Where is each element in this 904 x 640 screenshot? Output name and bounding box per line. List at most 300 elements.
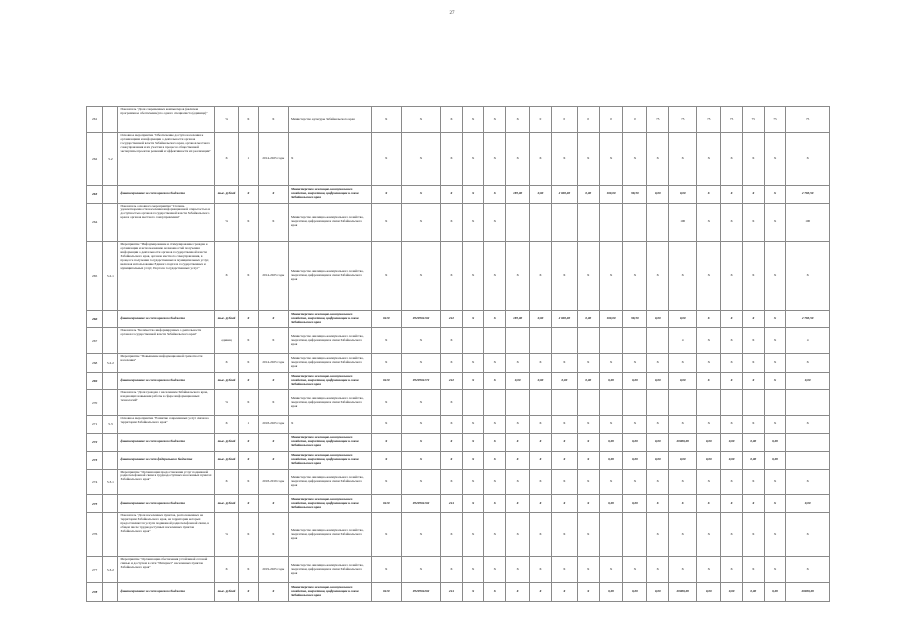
unit-of-measure: %: [215, 107, 239, 133]
executor-cell: Министерство жилищно-коммунального хозяйства, энергетики, цифровизации и связи Забайкальского края: [289, 557, 372, 583]
value-cell: X: [530, 416, 552, 433]
value-cell: X: [721, 512, 743, 557]
value-cell: X: [764, 373, 786, 390]
value-cell: X: [577, 416, 599, 433]
measure-code: [103, 186, 118, 203]
measure-name: Мероприятие "Повышение информационной грамотности населения": [118, 354, 215, 373]
value-cell: X: [441, 452, 463, 469]
value-cell: X: [371, 186, 401, 203]
value-cell: X: [697, 186, 721, 203]
value-cell: [506, 328, 530, 354]
value-cell: [530, 328, 552, 354]
criterion-cell: X: [239, 311, 259, 328]
value-cell: 242: [441, 311, 463, 328]
value-cell: X: [669, 416, 697, 433]
value-cell: X: [506, 433, 530, 452]
value-cell: X: [647, 354, 669, 373]
value-cell: X: [669, 469, 697, 495]
executor-cell: Министерство жилищно-коммунального хозяйства, энергетики, цифровизации и связи Забайкальского края: [289, 354, 372, 373]
value-cell: 0410: [371, 373, 401, 390]
criterion-cell: X: [239, 186, 259, 203]
value-cell: [647, 328, 669, 354]
executor-cell: Министерство жилищно-коммунального хозяйства, энергетики, цифровизации и связи Забайкальского края: [289, 328, 372, 354]
value-cell: [577, 328, 599, 354]
table-row: [87, 311, 830, 328]
criterion-cell: X: [239, 583, 259, 602]
value-cell: X: [764, 328, 786, 354]
value-cell: 0,00: [669, 452, 697, 469]
value-cell: X: [441, 557, 463, 583]
table-row: [87, 390, 830, 416]
value-cell: [647, 203, 669, 241]
executor-cell: Министерство жилищно-коммунального хозяйства, энергетики, цифровизации и связи Забайкальского края: [289, 311, 372, 328]
value-cell: 4: [786, 328, 830, 354]
value-cell: [623, 512, 647, 557]
value-cell: 20000,00: [669, 433, 697, 452]
table-row: [87, 512, 830, 557]
value-cell: X: [764, 311, 786, 328]
value-cell: 0410: [371, 583, 401, 602]
value-cell: 0,00: [697, 433, 721, 452]
value-cell: X: [742, 416, 764, 433]
value-cell: X: [401, 469, 440, 495]
value-cell: X: [371, 203, 401, 241]
row-number: 278: [87, 583, 103, 602]
value-cell: X: [551, 354, 577, 373]
value-cell: X: [401, 557, 440, 583]
value-cell: 185,00: [506, 186, 530, 203]
value-cell: [623, 390, 647, 416]
value-cell: X: [721, 132, 743, 185]
value-cell: X: [697, 203, 721, 241]
value-cell: X: [599, 241, 623, 310]
measure-code: [103, 373, 118, 390]
value-cell: X: [441, 512, 463, 557]
value-cell: 0,00: [647, 452, 669, 469]
measure-code: [103, 390, 118, 416]
value-cell: X: [697, 354, 721, 373]
value-cell: 75: [669, 107, 697, 133]
value-cell: [462, 390, 484, 416]
period-cell: X: [258, 328, 288, 354]
value-cell: [786, 433, 830, 452]
value-cell: 0410: [371, 311, 401, 328]
value-cell: 0,00: [599, 583, 623, 602]
value-cell: X: [441, 203, 463, 241]
row-number: 266: [87, 311, 103, 328]
value-cell: X: [371, 469, 401, 495]
value-cell: X: [647, 495, 669, 512]
value-cell: X: [401, 328, 440, 354]
table-row: [87, 452, 830, 469]
measure-name: финансирование за счет краевого бюджета: [118, 373, 215, 390]
value-cell: X: [623, 132, 647, 185]
value-cell: X: [647, 557, 669, 583]
value-cell: X: [764, 495, 786, 512]
measure-code: [103, 495, 118, 512]
period-cell: 2014-2025 годы: [258, 354, 288, 373]
value-cell: 0,00: [647, 583, 669, 602]
value-cell: X: [647, 241, 669, 310]
value-cell: X: [742, 557, 764, 583]
measure-code: [103, 203, 118, 241]
value-cell: X: [647, 416, 669, 433]
measure-name: финансирование за счет краевого бюджета: [118, 433, 215, 452]
measure-code: [103, 452, 118, 469]
value-cell: 0410: [371, 495, 401, 512]
value-cell: X: [577, 132, 599, 185]
table-row: [87, 354, 830, 373]
period-cell: X: [258, 495, 288, 512]
value-cell: X: [721, 203, 743, 241]
value-cell: 0,00: [623, 452, 647, 469]
value-cell: X: [742, 203, 764, 241]
period-cell: X: [258, 186, 288, 203]
value-cell: 0,00: [577, 186, 599, 203]
value-cell: [647, 390, 669, 416]
value-cell: X: [577, 241, 599, 310]
unit-of-measure: тыс. рублей: [215, 583, 239, 602]
unit-of-measure: тыс. рублей: [215, 433, 239, 452]
row-number: 275: [87, 495, 103, 512]
value-cell: X: [551, 512, 577, 557]
executor-cell: Министерство жилищно-коммунального хозяйства, энергетики, цифровизации и связи Забайкальского края: [289, 186, 372, 203]
row-number: 274: [87, 469, 103, 495]
period-cell: X: [258, 433, 288, 452]
criterion-cell: X: [239, 469, 259, 495]
value-cell: X: [721, 469, 743, 495]
value-cell: X: [647, 132, 669, 185]
value-cell: 0,00: [530, 373, 552, 390]
value-cell: 0: [530, 107, 552, 133]
criterion-cell: X: [239, 107, 259, 133]
value-cell: X: [599, 132, 623, 185]
row-number: 272: [87, 433, 103, 452]
criterion-cell: X: [239, 452, 259, 469]
executor-cell: Министерство жилищно-коммунального хозяйства, энергетики, цифровизации и связи Забайкальского края: [289, 495, 372, 512]
value-cell: X: [647, 469, 669, 495]
value-cell: X: [697, 328, 721, 354]
value-cell: 0,00: [623, 433, 647, 452]
unit-of-measure: X: [215, 469, 239, 495]
criterion-cell: X: [239, 354, 259, 373]
value-cell: X: [786, 354, 830, 373]
value-cell: X: [484, 583, 506, 602]
value-cell: 0,00: [599, 373, 623, 390]
value-cell: 0,00: [697, 583, 721, 602]
value-cell: X: [462, 241, 484, 310]
row-number: 271: [87, 416, 103, 433]
value-cell: X: [697, 416, 721, 433]
value-cell: X: [401, 241, 440, 310]
value-cell: X: [786, 241, 830, 310]
value-cell: X: [401, 107, 440, 133]
value-cell: X: [371, 328, 401, 354]
unit-of-measure: тыс. рублей: [215, 186, 239, 203]
criterion-cell: X: [239, 203, 259, 241]
unit-of-measure: тыс. рублей: [215, 495, 239, 512]
table-body: [87, 107, 830, 602]
value-cell: X: [577, 495, 599, 512]
value-cell: 0,00: [506, 373, 530, 390]
measure-name: финансирование за счет краевого бюджета: [118, 495, 215, 512]
measure-code: 5.2: [103, 132, 118, 185]
executor-cell: Министерство жилищно-коммунального хозяйства, энергетики, цифровизации и связи Забайкальского края: [289, 433, 372, 452]
table-row: [87, 557, 830, 583]
period-cell: X: [258, 373, 288, 390]
value-cell: X: [577, 354, 599, 373]
measure-name: Мероприятие "Информирование и стимулирование граждан к организации и использованию возможностей получения информации о деятельности органов государственной власти Забайкальского края, органов местного самоуправления, в процессе получения государственных и муниципальных услуг, включая использование Единого портала государственных и муниципальных услуг, Портала государственных услуг": [118, 241, 215, 310]
unit-of-measure: X: [215, 132, 239, 185]
program-measures-table: [86, 106, 830, 602]
executor-cell: Министерство культуры Забайкальского края: [289, 107, 372, 133]
unit-of-measure: %: [215, 203, 239, 241]
table-row: [87, 203, 830, 241]
value-cell: 0,00: [669, 311, 697, 328]
value-cell: X: [484, 186, 506, 203]
value-cell: 100: [786, 203, 830, 241]
value-cell: X: [484, 373, 506, 390]
measure-name: Показатель основного мероприятия "Степень удовлетворенности населения информационной открытостью и доступностью органов государственной власти Забайкальского края и органов местного самоуправления": [118, 203, 215, 241]
measure-name: финансирование за счет краевого бюджета: [118, 583, 215, 602]
value-cell: X: [506, 132, 530, 185]
value-cell: X: [764, 186, 786, 203]
value-cell: [623, 203, 647, 241]
value-cell: 75: [647, 107, 669, 133]
table-row: [87, 495, 830, 512]
executor-cell: Министерство жилищно-коммунального хозяйства, энергетики, цифровизации и связи Забайкальского края: [289, 469, 372, 495]
value-cell: X: [441, 416, 463, 433]
value-cell: X: [484, 311, 506, 328]
value-cell: X: [401, 452, 440, 469]
period-cell: 2014-2025 годы: [258, 132, 288, 185]
measure-name: Основное мероприятие "Обеспечение доступа населения к организациям и информации о деятельности органов государственной власти Забайкальского края, органов местного самоуправления и их участия в процессе общественной экспертизы проектов решений и эффективности их реализации": [118, 132, 215, 185]
value-cell: 0,00: [647, 373, 669, 390]
value-cell: 0,00: [551, 373, 577, 390]
value-cell: 0,00: [599, 433, 623, 452]
row-number: 265: [87, 241, 103, 310]
value-cell: X: [462, 107, 484, 133]
value-cell: X: [669, 241, 697, 310]
value-cell: X: [742, 512, 764, 557]
unit-of-measure: X: [215, 354, 239, 373]
criterion-cell: X: [239, 495, 259, 512]
measure-code: 5.2.2: [103, 354, 118, 373]
value-cell: X: [401, 354, 440, 373]
value-cell: X: [669, 495, 697, 512]
measure-name: финансирование за счет краевого бюджета: [118, 186, 215, 203]
value-cell: [577, 390, 599, 416]
value-cell: 0: [577, 107, 599, 133]
criterion-cell: X: [239, 390, 259, 416]
value-cell: X: [484, 416, 506, 433]
value-cell: X: [462, 416, 484, 433]
value-cell: [551, 328, 577, 354]
value-cell: X: [742, 132, 764, 185]
value-cell: X: [697, 495, 721, 512]
value-cell: X: [669, 557, 697, 583]
value-cell: 0,00: [669, 373, 697, 390]
value-cell: X: [462, 512, 484, 557]
value-cell: X: [764, 203, 786, 241]
value-cell: X: [764, 132, 786, 185]
measure-code: 5.3.2: [103, 557, 118, 583]
value-cell: 0520504102: [401, 311, 440, 328]
period-cell: X: [258, 311, 288, 328]
value-cell: 0520504102: [401, 495, 440, 512]
value-cell: X: [530, 433, 552, 452]
value-cell: X: [530, 512, 552, 557]
value-cell: X: [577, 452, 599, 469]
value-cell: [530, 203, 552, 241]
value-cell: X: [697, 241, 721, 310]
period-cell: 2014-2025 годы: [258, 241, 288, 310]
value-cell: X: [697, 557, 721, 583]
value-cell: X: [742, 241, 764, 310]
value-cell: X: [462, 495, 484, 512]
value-cell: [599, 328, 623, 354]
value-cell: 100,00: [599, 311, 623, 328]
value-cell: X: [506, 557, 530, 583]
value-cell: 0,00: [742, 433, 764, 452]
period-cell: X: [258, 452, 288, 469]
value-cell: 0,00: [669, 186, 697, 203]
value-cell: X: [506, 241, 530, 310]
value-cell: [599, 512, 623, 557]
value-cell: X: [551, 416, 577, 433]
value-cell: X: [764, 354, 786, 373]
row-number: 276: [87, 512, 103, 557]
measure-name: Мероприятие "Организация обеспечения устойчивой сотовой связью и доступом в сети "Интернет" населенных пунктов Забайкальского края": [118, 557, 215, 583]
value-cell: 4: [669, 328, 697, 354]
value-cell: 0,00: [786, 373, 830, 390]
value-cell: [506, 203, 530, 241]
value-cell: X: [764, 512, 786, 557]
value-cell: X: [441, 132, 463, 185]
value-cell: X: [530, 452, 552, 469]
value-cell: X: [371, 433, 401, 452]
value-cell: X: [721, 241, 743, 310]
unit-of-measure: единиц: [215, 328, 239, 354]
value-cell: 0520504202: [401, 583, 440, 602]
table-row: [87, 132, 830, 185]
value-cell: X: [647, 512, 669, 557]
measure-name: финансирование за счет краевого бюджета: [118, 311, 215, 328]
value-cell: X: [786, 512, 830, 557]
unit-of-measure: X: [215, 241, 239, 310]
value-cell: X: [697, 373, 721, 390]
value-cell: X: [669, 132, 697, 185]
value-cell: X: [764, 416, 786, 433]
period-cell: 2018-2025 годы: [258, 416, 288, 433]
value-cell: X: [551, 583, 577, 602]
value-cell: X: [484, 354, 506, 373]
value-cell: X: [371, 557, 401, 583]
executor-cell: Министерство жилищно-коммунального хозяйства, энергетики, цифровизации и связи Забайкальского края: [289, 390, 372, 416]
value-cell: X: [786, 132, 830, 185]
value-cell: [484, 328, 506, 354]
value-cell: X: [484, 433, 506, 452]
row-number: 262: [87, 132, 103, 185]
value-cell: X: [764, 241, 786, 310]
value-cell: [764, 390, 786, 416]
value-cell: 185,00: [506, 311, 530, 328]
table-row: [87, 583, 830, 602]
criterion-cell: 1: [239, 132, 259, 185]
measure-code: [103, 512, 118, 557]
value-cell: 98,50: [623, 186, 647, 203]
value-cell: 0,00: [742, 583, 764, 602]
measure-name: Показатель "Доля граждан с населением Забайкальского края, владеющих навыками работы в сфере информационных технологий": [118, 390, 215, 416]
criterion-cell: X: [239, 241, 259, 310]
value-cell: X: [462, 311, 484, 328]
executor-cell: Министерство жилищно-коммунального хозяйства, энергетики, цифровизации и связи Забайкальского края: [289, 583, 372, 602]
value-cell: 0,00: [721, 433, 743, 452]
executor-cell: X: [289, 132, 372, 185]
value-cell: X: [462, 354, 484, 373]
value-cell: [742, 390, 764, 416]
value-cell: [484, 390, 506, 416]
value-cell: 0: [551, 107, 577, 133]
value-cell: X: [786, 469, 830, 495]
value-cell: X: [401, 512, 440, 557]
value-cell: [551, 390, 577, 416]
criterion-cell: X: [239, 373, 259, 390]
value-cell: X: [742, 495, 764, 512]
value-cell: X: [441, 328, 463, 354]
value-cell: X: [484, 241, 506, 310]
unit-of-measure: тыс. рублей: [215, 311, 239, 328]
unit-of-measure: тыс. рублей: [215, 452, 239, 469]
value-cell: 75: [764, 107, 786, 133]
value-cell: [786, 390, 830, 416]
unit-of-measure: %: [215, 512, 239, 557]
value-cell: X: [371, 107, 401, 133]
value-cell: X: [506, 495, 530, 512]
value-cell: X: [441, 186, 463, 203]
value-cell: X: [530, 354, 552, 373]
value-cell: X: [623, 469, 647, 495]
value-cell: 242: [441, 373, 463, 390]
value-cell: 0,00: [577, 373, 599, 390]
measure-code: [103, 583, 118, 602]
value-cell: [530, 390, 552, 416]
value-cell: X: [484, 107, 506, 133]
measure-code: [103, 311, 118, 328]
criterion-cell: 1: [239, 416, 259, 433]
value-cell: [506, 390, 530, 416]
value-cell: X: [530, 495, 552, 512]
value-cell: X: [401, 132, 440, 185]
value-cell: X: [623, 416, 647, 433]
value-cell: X: [530, 469, 552, 495]
value-cell: X: [462, 373, 484, 390]
value-cell: X: [441, 241, 463, 310]
value-cell: X: [506, 416, 530, 433]
value-cell: 0520504172: [401, 373, 440, 390]
value-cell: 0,00: [764, 583, 786, 602]
value-cell: X: [551, 495, 577, 512]
value-cell: [721, 390, 743, 416]
value-cell: X: [599, 354, 623, 373]
value-cell: X: [551, 469, 577, 495]
period-cell: X: [258, 107, 288, 133]
value-cell: 244: [441, 583, 463, 602]
measure-name: Мероприятие "Организация предоставления услуг подвижной радиотелефонной связи в труднодоступных населенных пунктах Забайкальского края": [118, 469, 215, 495]
value-cell: 0: [599, 107, 623, 133]
value-cell: X: [462, 557, 484, 583]
value-cell: X: [599, 469, 623, 495]
